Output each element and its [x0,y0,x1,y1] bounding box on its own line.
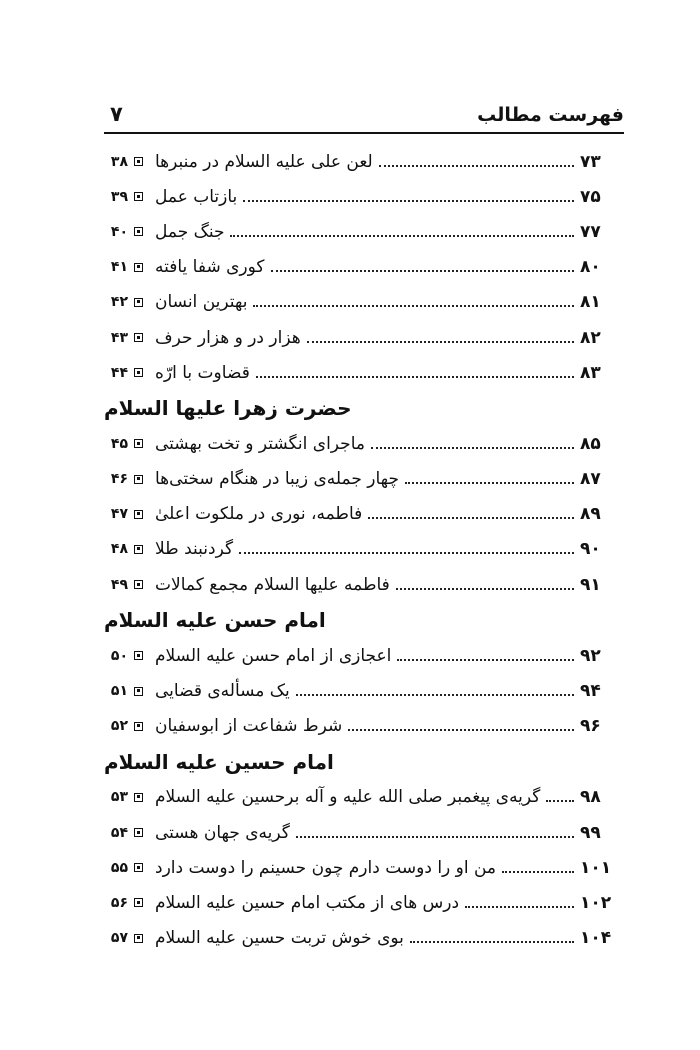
dot-leader [546,800,574,802]
dot-leader [243,200,574,202]
toc-entry[interactable] [104,638,624,673]
entry-number: ۵۵ [110,859,128,876]
entry-title: فاطمه عليها السلام مجمع کمالات [155,574,390,595]
entry-title: یک مسأله‌ی قضایی [155,681,290,702]
entry-page-number: ۷۳ [580,151,601,172]
dot-leader [239,552,574,554]
square-bullet-icon [134,263,143,272]
entry-number: ۴۹ [110,576,128,593]
entry-title: فاطمه، نوری در ملکوت اعلیٰ [155,504,363,525]
toc-entry[interactable] [104,850,624,885]
section-heading [104,602,624,638]
square-bullet-icon [134,898,143,907]
entry-page-number: ۹۱ [580,574,601,595]
entry-page-number: ۸۱ [580,292,601,313]
toc-entry[interactable] [104,179,624,214]
dot-leader [396,588,574,590]
entry-title: بهترین انسان [155,292,248,313]
section-title: حضرت زهرا عليها السلام [104,396,352,421]
entry-page-number: ۱۰۱ [580,857,612,878]
toc-entry[interactable] [104,815,624,850]
toc-entry[interactable] [104,320,624,355]
square-bullet-icon [134,828,143,837]
entry-page-number: ۱۰۲ [580,892,612,913]
entry-number: ۴۸ [110,541,128,558]
square-bullet-icon [134,475,143,484]
toc-entry[interactable] [104,214,624,249]
entry-number: ۵۲ [110,718,128,735]
entry-title: بازتاب عمل [155,186,238,207]
entry-title: گریه‌ی پیغمبر صلی الله عليه و آله برحسین عليه السلام [155,787,541,808]
entry-title: من او را دوست دارم چون حسینم را دوست دارد [155,857,497,878]
dot-leader [256,376,574,378]
dot-leader [405,482,574,484]
toc-entry[interactable] [104,709,624,744]
dot-leader [348,729,574,731]
toc-entry[interactable] [104,497,624,532]
dot-leader [379,165,574,167]
dot-leader [368,517,574,519]
toc-entry[interactable] [104,144,624,179]
entry-number: ۴۳ [110,329,128,346]
dot-leader [296,694,574,696]
square-bullet-icon [134,580,143,589]
dot-leader [502,871,574,873]
entry-page-number: ۸۲ [580,327,601,348]
entry-page-number: ۱۰۴ [580,928,612,949]
toc-entry[interactable] [104,567,624,602]
square-bullet-icon [134,333,143,342]
square-bullet-icon [134,439,143,448]
entry-number: ۵۱ [110,683,128,700]
toc-entry[interactable] [104,426,624,461]
toc-page [104,96,624,956]
entry-number: ۳۹ [110,188,128,205]
dot-leader [307,341,574,343]
entry-page-number: ۹۹ [580,822,601,843]
entry-page-number: ۹۲ [580,645,601,666]
entry-number: ۵۳ [110,789,128,806]
entry-title: درس های از مکتب امام حسین عليه السلام [155,892,460,913]
entry-title: قضاوت با ارّه [155,362,250,383]
toc-entry[interactable] [104,921,624,956]
section-title: امام حسین عليه السلام [104,749,334,774]
page-header [104,96,624,134]
dot-leader [410,941,574,943]
square-bullet-icon [134,227,143,236]
entry-number: ۴۰ [110,223,128,240]
square-bullet-icon [134,157,143,166]
square-bullet-icon [134,545,143,554]
square-bullet-icon [134,687,143,696]
section-heading [104,744,624,780]
toc-entry[interactable] [104,355,624,390]
square-bullet-icon [134,722,143,731]
entry-number: ۴۱ [110,259,128,276]
entry-number: ۴۶ [110,471,128,488]
section-title: امام حسن عليه السلام [104,608,326,633]
entry-number: ۴۷ [110,506,128,523]
dot-leader [397,659,574,661]
toc-entry[interactable] [104,885,624,920]
dot-leader [371,447,574,449]
entry-page-number: ۹۶ [580,716,601,737]
entry-number: ۴۲ [110,294,128,311]
entry-number: ۵۶ [110,894,128,911]
square-bullet-icon [134,192,143,201]
entry-number: ۴۴ [110,364,128,381]
dot-leader [253,305,574,307]
entry-page-number: ۷۷ [580,221,601,242]
entry-page-number: ۸۳ [580,362,601,383]
section-heading [104,390,624,426]
entry-title: جنگ جمل [155,221,225,242]
entry-number: ۵۰ [110,647,128,664]
entry-title: گریه‌ی جهان هستی [155,822,290,843]
entry-title: شرط شفاعت از ابوسفیان [155,716,343,737]
toc-entry[interactable] [104,250,624,285]
dot-leader [296,836,574,838]
entry-page-number: ۹۰ [580,539,601,560]
entry-title: هزار در و هزار حرف [155,327,301,348]
page-number: ۷ [110,102,123,126]
dot-leader [465,906,574,908]
square-bullet-icon [134,510,143,519]
entry-page-number: ۸۹ [580,504,601,525]
entry-page-number: ۹۸ [580,787,601,808]
entry-title: چهار جمله‌ی زیبا در هنگام سختی‌ها [155,469,400,490]
entry-title: کوری شفا یافته [155,257,265,278]
entry-title: ماجرای انگشتر و تخت بهشتی [155,433,365,454]
toc-list [104,144,624,956]
page-title: فهرست مطالب [477,104,624,126]
entry-title: لعن علی عليه السلام در منبرها [155,151,373,172]
entry-title: بوی خوش تربت حسین عليه السلام [155,928,404,949]
toc-entry[interactable] [104,673,624,708]
square-bullet-icon [134,793,143,802]
toc-entry[interactable] [104,532,624,567]
entry-page-number: ۸۵ [580,433,601,454]
entry-title: گردنبند طلا [155,539,234,560]
entry-page-number: ۸۷ [580,469,601,490]
entry-page-number: ۷۵ [580,186,601,207]
entry-page-number: ۸۰ [580,257,601,278]
toc-entry[interactable] [104,462,624,497]
entry-number: ۴۵ [110,435,128,452]
entry-number: ۳۸ [110,153,128,170]
entry-number: ۵۷ [110,930,128,947]
entry-page-number: ۹۴ [580,681,601,702]
square-bullet-icon [134,298,143,307]
square-bullet-icon [134,863,143,872]
dot-leader [230,235,574,237]
square-bullet-icon [134,368,143,377]
square-bullet-icon [134,651,143,660]
toc-entry[interactable] [104,285,624,320]
toc-entry[interactable] [104,780,624,815]
square-bullet-icon [134,934,143,943]
entry-number: ۵۴ [110,824,128,841]
entry-title: اعجازی از امام حسن عليه السلام [155,645,392,666]
dot-leader [271,270,574,272]
